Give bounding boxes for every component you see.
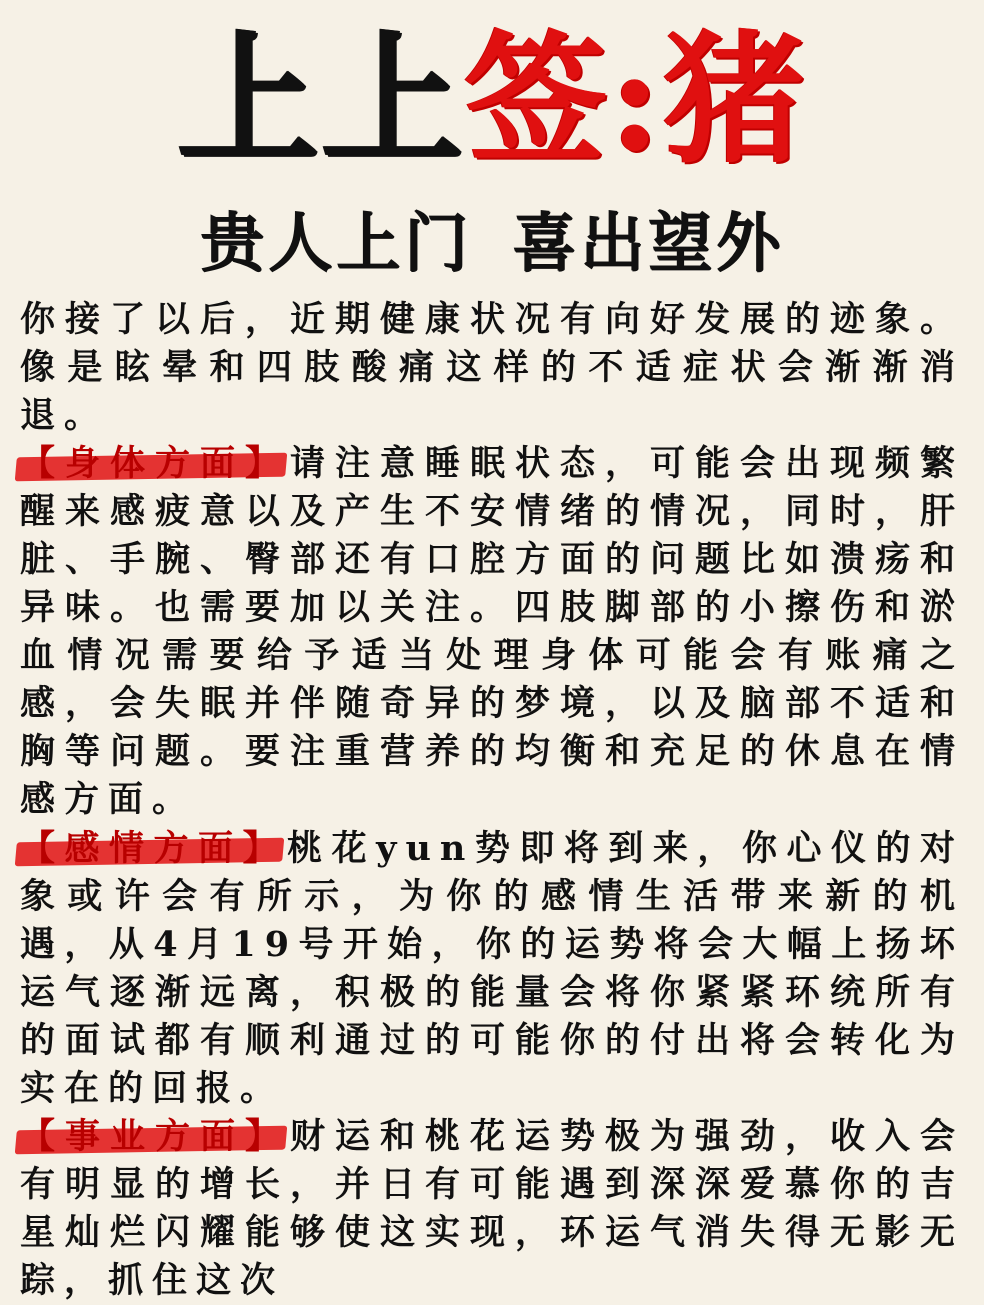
title-part-red: 签:猪: [464, 17, 808, 183]
page-title: [0, 18, 984, 183]
subtitle-left: 贵人上门: [200, 206, 472, 281]
title-part-black: 上上: [176, 17, 465, 183]
intro-text: 你接了以后，近期健康状况有向好发展的迹象。像是眩晕和四肢酸痛这样的不适症状会渐渐消退。: [20, 299, 964, 436]
section-text-love: 桃花yun势即将到来，你心仪的对象或许会有所示，为你的感情生活带来新的机遇，从4月19号开始，你的运势将会大幅上扬坏运气逐渐远离，积极的能量会将你紧紧环统所有的面试都有顺利通过的可能你的付出将会转化为实在的回报。: [20, 828, 964, 1109]
section-text-career: 财运和桃花运势极为强劲，收入会有明显的增长，并日有可能遇到深深爱慕你的吉星灿烂闪耀能够使这实现，环运气消失得无影无踪，抓住这次: [20, 1116, 964, 1301]
page-subtitle: [0, 205, 984, 283]
section-body-health: [20, 440, 964, 824]
section-text-health: 请注意睡眠状态，可能会出现频繁醒来感疲意以及产生不安情绪的情况，同时，肝脏、手腕、臀部还有口腔方面的问题比如溃疡和异味。也需要加以关注。四肢脚部的小擦伤和淤血情况需要给予适当处理身体可能会有账痛之感，会失眠并伴随奇异的梦境，以及脑部不适和胸等问题。要注重营养的均衡和充足的休息在情感方面。: [20, 443, 964, 820]
section-tag-love: 【感情方面】: [20, 828, 288, 869]
intro-paragraph: [20, 296, 964, 440]
subtitle-right: 喜出望外: [512, 206, 784, 281]
section-tag-health: 【身体方面】: [20, 443, 290, 484]
section-tag-career: 【事业方面】: [20, 1116, 290, 1157]
section-body-love: [20, 825, 964, 1113]
section-body-career: [20, 1113, 964, 1305]
